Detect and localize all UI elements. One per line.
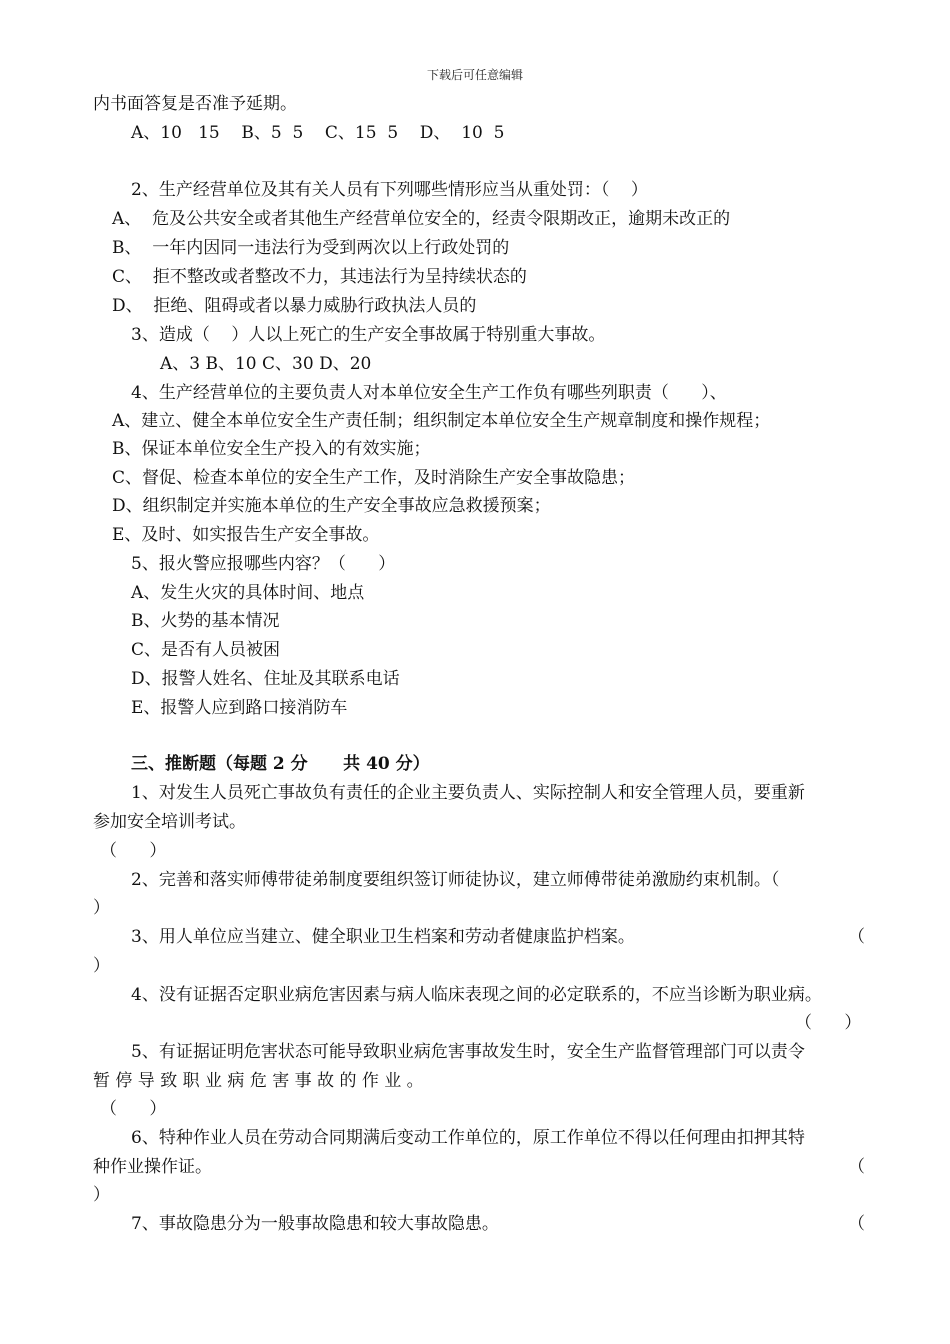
question-5-option-e: E、报警人应到路口接消防车 [131,698,348,718]
tf-5-line-2: 暂 停 导 致 职 业 病 危 害 事 故 的 作 业 。 [93,1071,424,1091]
question-5-option-d: D、报警人姓名、住址及其联系电话 [131,669,400,689]
tf-1-line-2: 参加安全培训考试。 [93,812,246,832]
tf-7-line-1: 7、事故隐患分为一般事故隐患和较大事故隐患。 [131,1214,499,1234]
tf-4-answer-blank: （ ） [795,1013,862,1033]
tf-4-line-1: 4、没有证据否定职业病危害因素与病人临床表现之间的必定联系的，不应当诊断为职业病。 [131,985,822,1005]
tf-1-line-1: 1、对发生人员死亡事故负有责任的企业主要负责人、实际控制人和安全管理人员，要重新 [131,783,805,803]
question-3-stem: 3、造成（ ）人以上死亡的生产安全事故属于特别重大事故。 [131,325,606,345]
page-header: 下载后可任意编辑 [426,68,523,82]
question-2-option-a: A、 危及公共安全或者其他生产经营单位安全的，经责令限期改正，逾期未改正的 [112,209,731,229]
question-5-option-a: A、发生火灾的具体时间、地点 [131,583,365,603]
question-4-option-a: A、建立、健全本单位安全生产责任制；组织制定本单位安全生产规章制度和操作规程； [112,411,771,431]
tf-3-blank-open: （ [848,927,865,947]
tf-6-blank-open: （ [848,1157,865,1177]
question-2-option-b: B、 一年内因同一违法行为受到两次以上行政处罚的 [112,238,510,258]
question-3-options: A、3 B、10 C、30 D、20 [160,354,372,374]
question-2-option-d: D、 拒绝、阻碍或者以暴力威胁行政执法人员的 [112,296,477,316]
tf-3-line-1: 3、用人单位应当建立、健全职业卫生档案和劳动者健康监护档案。 [131,927,635,947]
tf-6-line-2: 种作业操作证。 [93,1157,212,1177]
tf-2-line-2: ） [93,898,110,918]
tf-7-blank-open: （ [848,1214,865,1234]
tf-6-line-3: ） [93,1185,110,1205]
tf-2-line-1: 2、完善和落实师傅带徒弟制度要组织签订师徒协议，建立师傅带徒弟激励约束机制。（ [131,870,780,890]
question-2-stem: 2、生产经营单位及其有关人员有下列哪些情形应当从重处罚：（ ） [131,180,648,200]
question-5-option-b: B、火势的基本情况 [131,611,280,631]
tf-1-answer-blank: （ ） [100,841,167,861]
tf-5-line-1: 5、有证据证明危害状态可能导致职业病危害事故发生时，安全生产监督管理部门可以责令 [131,1042,805,1062]
question-4-option-c: C、督促、检查本单位的安全生产工作，及时消除生产安全事故隐患； [112,468,636,488]
question-4-option-d: D、组织制定并实施本单位的生产安全事故应急救援预案； [112,496,551,516]
question-4-option-e: E、及时、如实报告生产安全事故。 [112,525,380,545]
tf-6-line-1: 6、特种作业人员在劳动合同期满后变动工作单位的，原工作单位不得以任何理由扣押其特 [131,1128,805,1148]
tf-5-answer-blank: （ ） [100,1099,167,1119]
section-title: 三、推断题（每题 2 分 共 40 分） [131,754,430,774]
tf-3-line-2: ） [93,956,110,976]
text-line: 内书面答复是否准予延期。 [93,94,297,114]
question-4-stem: 4、生产经营单位的主要负责人对本单位安全生产工作负有哪些列职责（ ）、 [131,383,727,403]
question-1-options: A、10 15 B、5 5 C、15 5 D、 10 5 [131,123,505,143]
question-5-stem: 5、报火警应报哪些内容？（ ） [131,554,396,574]
question-4-option-b: B、保证本单位安全生产投入的有效实施； [112,439,431,459]
question-2-option-c: C、 拒不整改或者整改不力，其违法行为呈持续状态的 [112,267,527,287]
question-5-option-c: C、是否有人员被困 [131,640,281,660]
